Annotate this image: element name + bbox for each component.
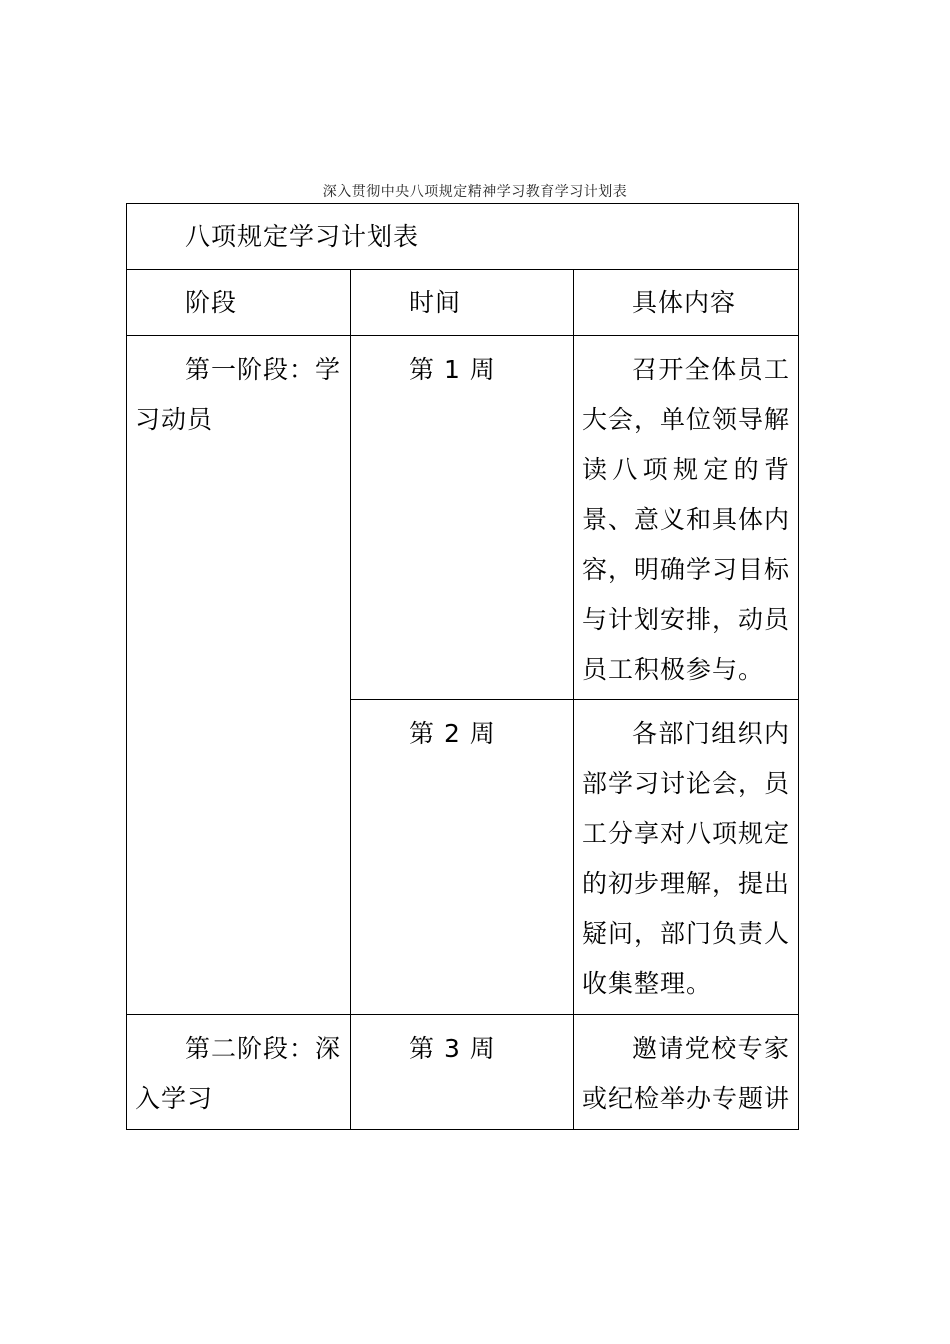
content-cell [574, 336, 799, 700]
header-time: 时间 [409, 288, 462, 317]
week-label: 第 2 周 [409, 719, 496, 748]
stage-cell [127, 336, 351, 1015]
header-cell-content [574, 270, 799, 336]
document-header: 深入贯彻中央八项规定精神学习教育学习计划表 [322, 184, 628, 200]
table-row [127, 336, 799, 700]
stage-label: 第一阶段：学习动员 [135, 355, 342, 434]
time-cell [351, 1015, 574, 1130]
time-cell [351, 336, 574, 700]
header-cell-stage [127, 270, 351, 336]
table-header-row [127, 270, 799, 336]
table-row [127, 1015, 799, 1130]
time-cell [351, 700, 574, 1015]
week-label: 第 1 周 [409, 355, 496, 384]
week-content: 各部门组织内部学习讨论会，员工分享对八项规定的初步理解，提出疑问，部门负责人收集整理。 [582, 719, 791, 998]
study-plan-table [126, 203, 799, 1130]
content-cell [574, 700, 799, 1015]
header-content: 具体内容 [632, 288, 737, 317]
table-title-row [127, 204, 799, 270]
table-title: 八项规定学习计划表 [185, 222, 420, 251]
table-title-cell [127, 204, 799, 270]
week-label: 第 3 周 [409, 1034, 496, 1063]
week-content: 召开全体员工大会，单位领导解读八项规定的背景、意义和具体内容，明确学习目标与计划安排，动员员工积极参与。 [582, 355, 791, 684]
week-content: 邀请党校专家或纪检举办专题讲 [582, 1034, 791, 1113]
header-stage: 阶段 [185, 288, 238, 317]
stage-label: 第二阶段：深入学习 [135, 1034, 342, 1113]
stage-cell [127, 1015, 351, 1130]
content-cell [574, 1015, 799, 1130]
header-cell-time [351, 270, 574, 336]
